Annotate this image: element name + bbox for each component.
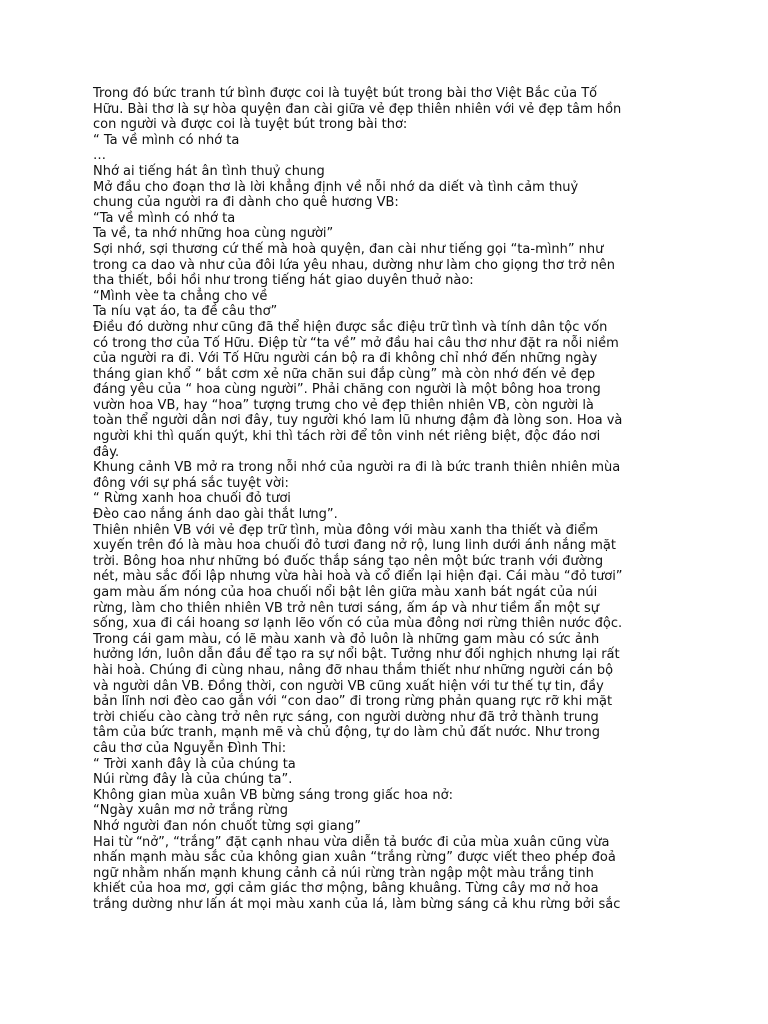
text-line: chung của người ra đi dành cho quê hương VB: — [93, 195, 399, 211]
text-line: và người dân VB. Đồng thời, con người VB cũng xuất hiện với tư thế tự tin, đầy — [93, 678, 604, 694]
text-line: trời chiếu cào càng trở nên rực sáng, con người dường như đã trở thành trung — [93, 709, 599, 725]
text-line: Trong cái gam màu, có lẽ màu xanh và đỏ luôn là những gam màu có sức ảnh — [93, 631, 600, 647]
text-line: Trong đó bức tranh tứ bình được coi là tuyệt bút trong bài thơ Việt Bắc của Tố — [93, 86, 598, 101]
text-line: khiết của hoa mơ, gợi cảm giác thơ mộng, bâng khuâng. Từng cây mơ nở hoa — [93, 881, 599, 897]
text-line: tháng gian khổ “ bắt cơm xẻ nữa chăn sui đắp cùng” mà còn nhớ đến vẻ đẹp — [93, 366, 596, 382]
text-line: “Ngày xuân mơ nở trắng rừng — [93, 803, 288, 819]
text-line: tâm của bức tranh, mạnh mẽ và chủ động, tự do làm chủ đất nước. Như trong — [93, 725, 600, 741]
text-line: Khung cảnh VB mở ra trong nỗi nhớ của người ra đi là bức tranh thiên nhiên mùa — [93, 460, 621, 476]
text-line: đáng yêu của “ hoa cùng người”. Phải chăng con người là một bông hoa trong — [93, 382, 601, 398]
text-line: bản lĩnh nơi đèo cao gắn với “con dao” đi trong rừng phản quang rực rỡ khi mặt — [93, 694, 613, 710]
text-line: Núi rừng đây là của chúng ta”. — [93, 772, 293, 788]
text-line: đây. — [93, 444, 120, 460]
text-line: Nhớ ai tiếng hát ân tình thuỷ chung — [93, 163, 325, 179]
text-line: “ Rừng xanh hoa chuối đỏ tươi — [93, 491, 291, 507]
text-line: “ Trời xanh đây là của chúng ta — [93, 756, 296, 772]
text-line: Đèo cao nắng ánh dao gài thắt lưng”. — [93, 507, 338, 523]
text-line: “Ta về mình có nhớ ta — [93, 210, 236, 226]
text-line: toàn thể người dân nơi đây, tuy người khó lam lũ nhưng đậm đà lòng son. Hoa và — [93, 413, 623, 429]
text-line: hài hoà. Chúng đi cùng nhau, nâng đỡ nhau thắm thiết như những người cán bộ — [93, 662, 614, 678]
text-line: “ Ta về mình có nhớ ta — [93, 132, 240, 148]
text-line: Sợi nhớ, sợi thương cứ thế mà hoà quyện, đan cài như tiếng gọi “ta-mình” như — [93, 241, 604, 257]
text-line: hưởng lớn, luôn dẫn đầu để tạo ra sự nổi bật. Tưởng như đối nghịch nhưng lại rất — [93, 647, 620, 663]
text-line: trong ca dao và như của đôi lứa yêu nhau, dường như làm cho giọng thơ trở nên — [93, 257, 615, 273]
text-line: có trong thơ của Tố Hữu. Điệp từ “ta về” mở đầu hai câu thơ như đặt ra nỗi niềm — [93, 335, 619, 351]
text-line: câu thơ của Nguyễn Đình Thi: — [93, 740, 287, 756]
text-line: sống, xua đi cái hoang sơ lạnh lẽo vốn có của mùa đông nơi rừng thiên nước độc. — [93, 616, 623, 632]
text-line: gam màu ấm nóng của hoa chuối nổi bật lên giữa màu xanh bát ngát của núi — [93, 585, 598, 600]
text-line: rừng, làm cho thiên nhiên VB trở nên tươi sáng, ấm áp và như tiềm ẩn một sự — [93, 600, 600, 616]
text-line: tha thiết, bồi hồi như trong tiếng hát giao duyên thuở nào: — [93, 273, 474, 289]
text-line: Nhớ người đan nón chuốt từng sợi giang” — [93, 818, 361, 834]
text-line: Thiên nhiên VB với vẻ đẹp trữ tình, mùa đông với màu xanh tha thiết và điểm — [93, 522, 599, 538]
text-line: người khi thì quấn quýt, khi thì tách rời để tôn vinh nét riêng biệt, độc đáo nơi — [93, 429, 601, 445]
text-line: … — [93, 148, 106, 164]
text-line: Không gian mùa xuân VB bừng sáng trong giấc hoa nở: — [93, 787, 453, 803]
text-line: “Mình vèe ta chẳng cho về — [93, 288, 268, 304]
text-line: đông với sự phá sắc tuyệt vời: — [93, 475, 289, 491]
text-line: Ta níu vạt áo, ta đề câu thơ” — [93, 304, 278, 320]
text-line: ngữ nhằm nhấn mạnh khung cảnh cả núi rừng tràn ngập một màu trắng tinh — [93, 865, 594, 881]
text-line: nét, màu sắc đối lập nhưng vừa hài hoà và cổ điển lại hiện đại. Cái màu “đỏ tươi” — [93, 569, 623, 585]
text-line: Ta về, ta nhớ những hoa cùng người” — [93, 226, 334, 242]
text-line: Mở đầu cho đoạn thơ là lời khẳng định về nỗi nhớ da diết và tình cảm thuỷ — [93, 179, 579, 195]
text-line: trắng dường như lấn át mọi màu xanh của lá, làm bừng sáng cả khu rừng bởi sắc — [93, 896, 621, 912]
text-line: Hữu. Bài thơ là sự hòa quyện đan cài giữa vẻ đẹp thiên nhiên với vẻ đẹp tâm hồn — [93, 101, 622, 117]
text-line: Điều đó dường như cũng đã thể hiện được sắc điệu trữ tình và tính dân tộc vốn — [93, 319, 608, 335]
document-body — [93, 86, 693, 912]
text-line: nhấn mạnh màu sắc của không gian xuân “trắng rừng” được viết theo phép đoả — [93, 850, 616, 866]
text-line: Hai từ “nở”, “trắng” đặt cạnh nhau vừa diễn tả bước đi của mùa xuân cũng vừa — [93, 834, 610, 850]
text-line: của người ra đi. Với Tố Hữu người cán bộ ra đi không chỉ nhớ đến những ngày — [93, 351, 598, 367]
text-line: vườn hoa VB, hay “hoa” tượng trưng cho vẻ đẹp thiên nhiên VB, còn người là — [93, 397, 594, 413]
text-line: con người và được coi là tuyệt bút trong bài thơ: — [93, 117, 408, 133]
text-line: trời. Bông hoa như những bó đuốc thắp sáng tạo nên một bức tranh với đường — [93, 553, 604, 569]
text-line: xuyến trên đó là màu hoa chuối đỏ tươi đang nở rộ, lung linh dưới ánh nắng mặt — [93, 538, 616, 554]
